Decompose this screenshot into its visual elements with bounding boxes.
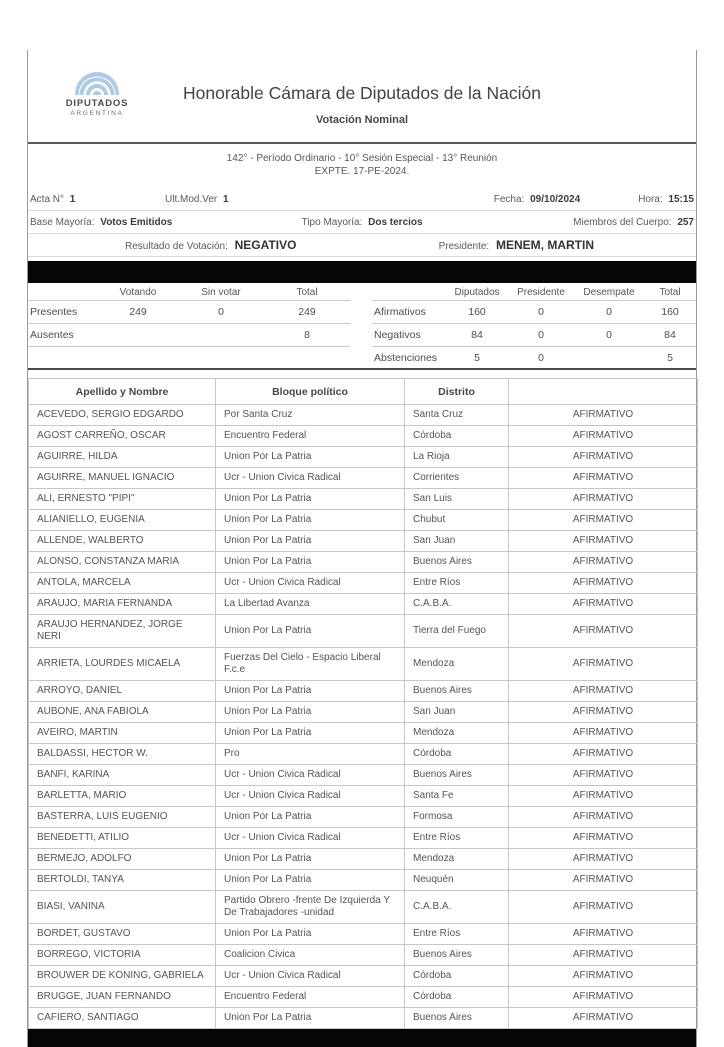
deputy-bloc: La Libertad Avanza [216, 594, 405, 615]
deputy-bloc: Encuentro Federal [216, 426, 405, 447]
spacer [28, 370, 696, 378]
deputy-bloc: Union Por La Patria [216, 510, 405, 531]
col-presidente: Presidente [508, 285, 574, 301]
deputy-district: Mendoza [405, 723, 509, 744]
logo-text-line2: ARGENTINA [70, 110, 124, 117]
deputy-bloc: Union Por La Patria [216, 807, 405, 828]
deputy-name: ALI, ERNESTO "PIPI" [29, 489, 216, 510]
deputy-bloc: Union Por La Patria [216, 723, 405, 744]
resultado-field: Resultado de Votación: NEGATIVO [125, 238, 297, 252]
deputy-district: Santa Fe [405, 786, 509, 807]
deputy-name: BIASI, VANINA [29, 891, 216, 924]
table-row [29, 447, 698, 468]
table-row [29, 786, 698, 807]
deputy-vote: AFIRMATIVO [509, 573, 698, 594]
deputy-vote: AFIRMATIVO [509, 594, 698, 615]
meta-row-3 [28, 234, 696, 257]
deputy-district: C.A.B.A. [405, 891, 509, 924]
vote-summary [28, 283, 696, 370]
deputy-name: ANTOLA, MARCELA [29, 573, 216, 594]
deputy-name: ARAUJO, MARIA FERNANDA [29, 594, 216, 615]
votes-row-negativos: Negativos 84 0 0 84 [372, 324, 696, 347]
deputy-vote: AFIRMATIVO [509, 987, 698, 1008]
deputy-district: Córdoba [405, 987, 509, 1008]
deputy-vote: AFIRMATIVO [509, 807, 698, 828]
deputy-vote: AFIRMATIVO [509, 924, 698, 945]
deputy-name: BRUGGE, JUAN FERNANDO [29, 987, 216, 1008]
tipo-mayoria-field: Tipo Mayoría: Dos tercios [301, 216, 423, 228]
deputy-vote: AFIRMATIVO [509, 426, 698, 447]
deputy-district: La Rioja [405, 447, 509, 468]
deputy-bloc: Ucr - Union Civica Radical [216, 765, 405, 786]
col-desempate: Desempate [574, 285, 644, 301]
deputy-district: Buenos Aires [405, 552, 509, 573]
deputy-vote: AFIRMATIVO [509, 702, 698, 723]
deputy-bloc: Union Por La Patria [216, 702, 405, 723]
deputy-bloc: Partido Obrero -frente De Izquierda Y De Trabajadores -unidad [216, 891, 405, 924]
presidente-field: Presidente: MENEM, MARTIN [438, 238, 594, 252]
deputy-vote: AFIRMATIVO [509, 447, 698, 468]
col-votando: Votando [98, 285, 178, 301]
deputy-bloc: Ucr - Union Civica Radical [216, 966, 405, 987]
deputy-name: ARRIETA, LOURDES MICAELA [29, 648, 216, 681]
deputy-district: Buenos Aires [405, 1008, 509, 1029]
deputy-district: Mendoza [405, 648, 509, 681]
deputy-name: AUBONE, ANA FABIOLA [29, 702, 216, 723]
deputy-name: BERTOLDI, TANYA [29, 870, 216, 891]
col-sin-votar: Sin votar [178, 285, 264, 301]
deputy-vote: AFIRMATIVO [509, 765, 698, 786]
deputy-bloc: Ucr - Union Civica Radical [216, 786, 405, 807]
document-header [28, 50, 696, 144]
table-row [29, 426, 698, 447]
deputy-name: BARLETTA, MARIO [29, 786, 216, 807]
deputy-bloc: Union Por La Patria [216, 489, 405, 510]
resultado-value: NEGATIVO [234, 238, 297, 252]
deputy-bloc: Union Por La Patria [216, 870, 405, 891]
logo-text-line1: DIPUTADOS [65, 98, 129, 109]
hora-value: 15:15 [668, 193, 694, 205]
deputy-district: Buenos Aires [405, 945, 509, 966]
deputy-name: CAFIERO, SANTIAGO [29, 1008, 216, 1029]
acta-value: 1 [69, 193, 76, 205]
deputy-district: Córdoba [405, 966, 509, 987]
deputy-bloc: Fuerzas Del Cielo - Espacio Liberal F.c.e [216, 648, 405, 681]
col-total: Total [264, 285, 350, 301]
deputy-name: BENEDETTI, ATILIO [29, 828, 216, 849]
col-diputados: Diputados [446, 285, 508, 301]
deputies-header-row [29, 379, 698, 405]
deputy-name: BALDASSI, HECTOR W. [29, 744, 216, 765]
deputy-name: BANFI, KARINA [29, 765, 216, 786]
deputy-name: ALIANIELLO, EUGENIA [29, 510, 216, 531]
deputy-district: Córdoba [405, 426, 509, 447]
col-header-distrito: Distrito [405, 379, 509, 405]
deputy-bloc: Por Santa Cruz [216, 405, 405, 426]
deputy-district: San Juan [405, 702, 509, 723]
table-row [29, 594, 698, 615]
deputy-name: BERMEJO, ADOLFO [29, 849, 216, 870]
table-row [29, 807, 698, 828]
session-line2: EXPTE. 17-PE-2024. [314, 166, 410, 177]
deputy-district: Santa Cruz [405, 405, 509, 426]
deputy-name: BROUWER DE KONING, GABRIELA [29, 966, 216, 987]
fecha-value: 09/10/2024 [530, 193, 581, 205]
table-row [29, 1008, 698, 1029]
deputy-bloc: Union Por La Patria [216, 615, 405, 648]
deputies-table-body [29, 405, 698, 1029]
hora-field: Hora: 15:15 [638, 193, 694, 205]
deputy-vote: AFIRMATIVO [509, 786, 698, 807]
table-row [29, 405, 698, 426]
deputy-vote: AFIRMATIVO [509, 870, 698, 891]
deputy-name: BORDET, GUSTAVO [29, 924, 216, 945]
table-row [29, 531, 698, 552]
miembros-value: 257 [677, 216, 694, 228]
deputy-vote: AFIRMATIVO [509, 828, 698, 849]
deputy-name: ACEVEDO, SERGIO EDGARDO [29, 405, 216, 426]
deputy-vote: AFIRMATIVO [509, 681, 698, 702]
deputy-district: San Juan [405, 531, 509, 552]
meta-row-1 [28, 188, 696, 211]
table-row [29, 849, 698, 870]
deputy-vote: AFIRMATIVO [509, 744, 698, 765]
deputy-district: C.A.B.A. [405, 594, 509, 615]
deputy-district: Córdoba [405, 744, 509, 765]
votes-row-abstenciones: Abstenciones 5 0 5 [374, 352, 673, 364]
votes-row-afirmativos: Afirmativos 160 0 0 160 [372, 301, 696, 324]
deputy-vote: AFIRMATIVO [509, 510, 698, 531]
deputy-district: Neuquén [405, 870, 509, 891]
deputy-vote: AFIRMATIVO [509, 966, 698, 987]
table-row [29, 615, 698, 648]
deputy-vote: AFIRMATIVO [509, 723, 698, 744]
deputy-district: Buenos Aires [405, 765, 509, 786]
deputy-name: ARAUJO HERNANDEZ, JORGE NERI [29, 615, 216, 648]
votes-table [372, 285, 696, 369]
meta-row-2 [28, 211, 696, 234]
deputy-district: Mendoza [405, 849, 509, 870]
deputy-vote: AFIRMATIVO [509, 405, 698, 426]
presence-row-presentes: Presentes 249 0 249 [28, 301, 350, 324]
table-row [29, 765, 698, 786]
session-line1: 142° - Período Ordinario - 10° Sesión Especial - 13° Reunión [226, 153, 498, 164]
table-row [29, 468, 698, 489]
col-header-apellido: Apellido y Nombre [29, 379, 216, 405]
session-info [28, 144, 696, 188]
page-title: Honorable Cámara de Diputados de la Nación [183, 83, 541, 103]
table-row [29, 891, 698, 924]
deputy-vote: AFIRMATIVO [509, 891, 698, 924]
deputy-bloc: Union Por La Patria [216, 681, 405, 702]
deputy-vote: AFIRMATIVO [509, 552, 698, 573]
table-row [29, 870, 698, 891]
diputados-arch-icon [75, 72, 119, 95]
deputy-bloc: Union Por La Patria [216, 924, 405, 945]
deputy-vote: AFIRMATIVO [509, 849, 698, 870]
deputy-vote: AFIRMATIVO [509, 468, 698, 489]
deputy-bloc: Union Por La Patria [216, 1008, 405, 1029]
deputy-name: ARROYO, DANIEL [29, 681, 216, 702]
col-total: Total [644, 285, 696, 301]
table-row [29, 723, 698, 744]
deputy-name: BASTERRA, LUIS EUGENIO [29, 807, 216, 828]
deputies-table [28, 378, 698, 1029]
deputy-district: Entre Ríos [405, 924, 509, 945]
base-mayoria-field: Base Mayoría: Votos Emitidos [30, 216, 173, 228]
presence-table [28, 285, 350, 347]
deputy-name: AGUIRRE, HILDA [29, 447, 216, 468]
ultmod-value: 1 [223, 193, 229, 205]
deputy-vote: AFIRMATIVO [509, 531, 698, 552]
miembros-field: Miembros del Cuerpo: 257 [573, 216, 694, 228]
deputy-vote: AFIRMATIVO [509, 945, 698, 966]
deputy-district: Formosa [405, 807, 509, 828]
deputy-district: Entre Ríos [405, 573, 509, 594]
table-row [29, 648, 698, 681]
deputy-name: AGUIRRE, MANUEL IGNACIO [29, 468, 216, 489]
deputy-name: AGOST CARREÑO, OSCAR [29, 426, 216, 447]
deputy-vote: AFIRMATIVO [509, 648, 698, 681]
table-row [29, 702, 698, 723]
table-row [29, 828, 698, 849]
base-mayoria-value: Votos Emitidos [100, 216, 173, 228]
table-row [29, 966, 698, 987]
deputy-bloc: Union Por La Patria [216, 531, 405, 552]
deputy-bloc: Encuentro Federal [216, 987, 405, 1008]
col-header-bloque: Bloque político [216, 379, 405, 405]
deputy-name: BORREGO, VICTORIA [29, 945, 216, 966]
table-row [29, 987, 698, 1008]
table-row [29, 945, 698, 966]
deputy-bloc: Ucr - Union Civica Radical [216, 828, 405, 849]
tipo-mayoria-value: Dos tercios [368, 216, 423, 228]
deputy-name: ALLENDE, WALBERTO [29, 531, 216, 552]
presence-header-row [28, 285, 350, 301]
table-row [29, 489, 698, 510]
deputy-district: Corrientes [405, 468, 509, 489]
table-row [29, 744, 698, 765]
separator-bar-bottom [28, 1029, 696, 1047]
deputy-district: Tierra del Fuego [405, 615, 509, 648]
deputy-bloc: Ucr - Union Civica Radical [216, 468, 405, 489]
diputados-logo [54, 72, 140, 117]
deputy-name: AVEIRO, MARTIN [29, 723, 216, 744]
deputy-vote: AFIRMATIVO [509, 489, 698, 510]
table-row [29, 924, 698, 945]
separator-bar-top [28, 261, 696, 283]
deputy-bloc: Pro [216, 744, 405, 765]
document-page [27, 50, 697, 1047]
table-row [29, 552, 698, 573]
deputy-district: Chubut [405, 510, 509, 531]
deputy-bloc: Union Por La Patria [216, 849, 405, 870]
deputy-bloc: Ucr - Union Civica Radical [216, 573, 405, 594]
fecha-field: Fecha: 09/10/2024 [493, 193, 581, 205]
deputy-district: San Luis [405, 489, 509, 510]
table-row [29, 573, 698, 594]
table-row [29, 681, 698, 702]
votes-header-row [372, 285, 696, 301]
deputy-name: ALONSO, CONSTANZA MARIA [29, 552, 216, 573]
col-header-voto [509, 379, 698, 405]
table-row [29, 510, 698, 531]
deputy-vote: AFIRMATIVO [509, 1008, 698, 1029]
presidente-value: MENEM, MARTIN [496, 238, 594, 252]
deputy-district: Entre Ríos [405, 828, 509, 849]
deputy-bloc: Coalicion Civica [216, 945, 405, 966]
ultmod-field: Ult.Mod.Ver 1 [165, 193, 229, 205]
deputy-bloc: Union Por La Patria [216, 447, 405, 468]
presence-row-ausentes: Ausentes 8 [28, 324, 350, 347]
acta-field: Acta N° 1 [30, 193, 76, 205]
deputy-vote: AFIRMATIVO [509, 615, 698, 648]
deputy-district: Buenos Aires [405, 681, 509, 702]
page-subtitle: Votación Nominal [315, 114, 409, 126]
deputy-bloc: Union Por La Patria [216, 552, 405, 573]
